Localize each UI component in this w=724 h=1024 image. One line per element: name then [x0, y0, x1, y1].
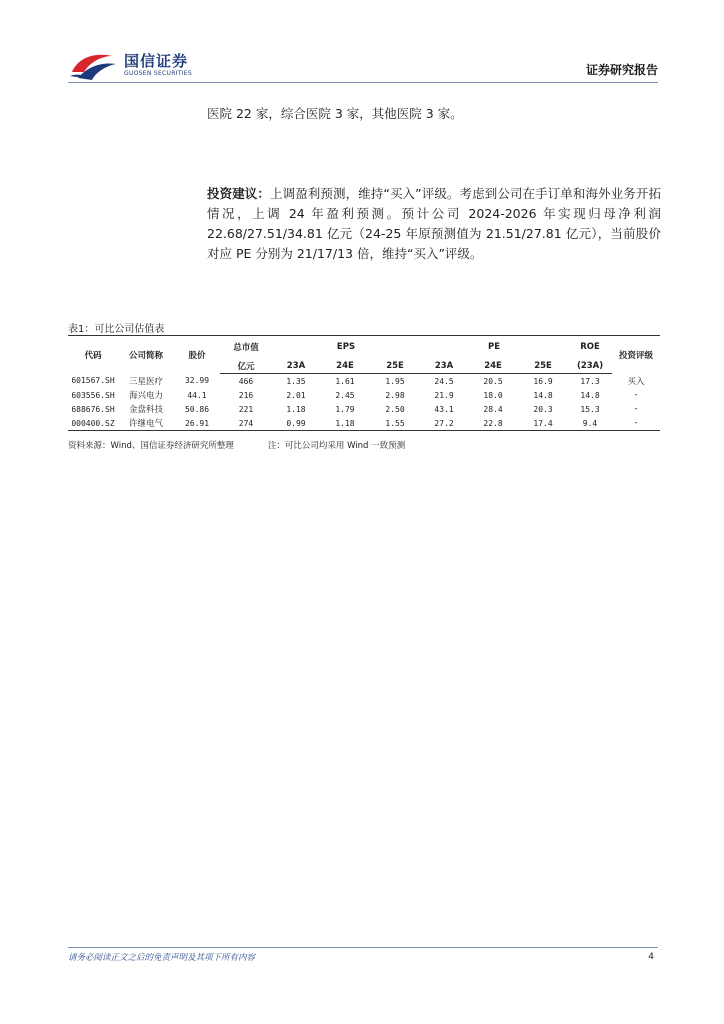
cell-pe-24e: 28.4: [483, 404, 503, 414]
cell-mktcap: 216: [238, 390, 254, 400]
header-price: 股价: [174, 336, 220, 374]
header-pe-24e: 24E: [468, 358, 518, 374]
logo-english-text: GUOSEN SECURITIES: [124, 70, 193, 77]
header-eps-23a: 23A: [272, 358, 320, 374]
cell-pe-24e: 20.5: [483, 376, 503, 386]
header-eps-24e: 24E: [320, 358, 370, 374]
header-rating: 投资评级: [612, 336, 660, 374]
valuation-table-body: [68, 374, 660, 431]
footer-divider: [68, 947, 658, 948]
header-roe-year: (23A): [568, 358, 612, 374]
table-row: [68, 402, 660, 416]
report-type-label: 证券研究报告: [585, 63, 658, 77]
header-eps-25e: 25E: [370, 358, 420, 374]
cell-code: 603556.SH: [71, 390, 115, 400]
header-eps: EPS: [272, 336, 420, 359]
footer-disclaimer: 请务必阅读正文之后的免责声明及其项下所有内容: [68, 953, 256, 963]
cell-eps-25e: 1.95: [385, 376, 405, 386]
cell-rating: 买入: [627, 376, 645, 387]
cell-rating: -: [612, 416, 660, 431]
cell-eps-23a: 1.35: [286, 376, 306, 386]
page-header: [68, 48, 658, 84]
cell-eps-25e: 2.50: [385, 404, 405, 414]
cell-eps-23a: 1.18: [286, 404, 306, 414]
cell-roe: 9.4: [568, 416, 612, 431]
cell-name: 三星医疗: [128, 376, 163, 387]
cell-mktcap: 466: [238, 376, 254, 386]
header-name: 公司简称: [118, 336, 174, 374]
cell-eps-24e: 2.45: [335, 390, 355, 400]
investment-advice-text: 上调盈利预测，维持“买入”评级。考虑到公司在手订单和海外业务开拓情况，上调 24 年盈利预测。预计公司 2024-2026 年实现归母净利润 22.68/27.51/34.81 亿元（24-25 年原预测值为 21.51/27.81 亿元），当前股价对应 PE 分别为 21/17/13 倍，维持“买入”评级。: [207, 186, 661, 261]
cell-price: 50.86: [184, 404, 210, 414]
header-pe-25e: 25E: [518, 358, 568, 374]
header-divider: [68, 82, 658, 83]
investment-advice-lead: 投资建议：: [207, 186, 270, 201]
cell-price: 32.99: [184, 376, 210, 386]
header-code: 代码: [68, 336, 118, 374]
body-paragraph-hospitals: 医院 22 家，综合医院 3 家，其他医院 3 家。: [207, 106, 463, 121]
guosen-logo: [68, 48, 208, 82]
logo-chinese-text: 国信证券: [124, 52, 189, 70]
cell-pe-23a: 24.5: [434, 376, 454, 386]
cell-pe-24e: 22.8: [468, 416, 518, 431]
table-row: [68, 374, 660, 389]
header-pe-23a: 23A: [420, 358, 468, 374]
table-row: [68, 416, 660, 431]
table-source-note: [68, 439, 405, 451]
header-roe: ROE: [568, 336, 612, 359]
cell-eps-23a: 0.99: [272, 416, 320, 431]
cell-code: 000400.SZ: [68, 416, 118, 431]
header-mktcap-unit: 亿元: [220, 358, 272, 374]
valuation-table: [68, 335, 660, 431]
table-row: [68, 388, 660, 402]
guosen-logo-icon: [68, 50, 120, 82]
cell-pe-23a: 21.9: [434, 390, 454, 400]
cell-pe-24e: 18.0: [483, 390, 503, 400]
cell-eps-23a: 2.01: [286, 390, 306, 400]
cell-pe-25e: 16.9: [533, 376, 553, 386]
table-source: 资料来源：Wind、国信证券经济研究所整理: [68, 441, 234, 451]
cell-roe: 14.8: [580, 390, 600, 400]
cell-code: 688676.SH: [71, 404, 115, 414]
cell-eps-24e: 1.79: [335, 404, 355, 414]
cell-name: 许继电气: [118, 416, 174, 431]
cell-pe-25e: 20.3: [533, 404, 553, 414]
page-number: 4: [648, 952, 654, 962]
cell-eps-24e: 1.18: [320, 416, 370, 431]
cell-name: 金盘科技: [128, 405, 163, 415]
cell-price: 44.1: [187, 390, 207, 400]
cell-roe: 15.3: [580, 404, 600, 414]
cell-pe-25e: 17.4: [518, 416, 568, 431]
cell-pe-25e: 14.8: [533, 390, 553, 400]
cell-eps-25e: 1.55: [370, 416, 420, 431]
cell-roe: 17.3: [580, 376, 600, 386]
header-mktcap: 总市值: [220, 336, 272, 359]
cell-rating: -: [634, 404, 638, 414]
cell-eps-25e: 2.98: [385, 390, 405, 400]
cell-price: 26.91: [174, 416, 220, 431]
cell-eps-24e: 1.61: [335, 376, 355, 386]
header-pe: PE: [420, 336, 568, 359]
cell-code: 601567.SH: [71, 376, 115, 386]
cell-rating: -: [634, 390, 638, 400]
cell-mktcap: 221: [238, 404, 254, 414]
cell-name: 海兴电力: [128, 391, 163, 401]
cell-pe-23a: 43.1: [434, 404, 454, 414]
cell-mktcap: 274: [220, 416, 272, 431]
table-caption: 表1：可比公司估值表: [68, 324, 165, 335]
investment-advice-paragraph: [207, 184, 661, 264]
cell-pe-23a: 27.2: [420, 416, 468, 431]
valuation-table-wrapper: [68, 335, 660, 431]
table-note: 注：可比公司均采用 Wind 一致预测: [267, 441, 406, 451]
